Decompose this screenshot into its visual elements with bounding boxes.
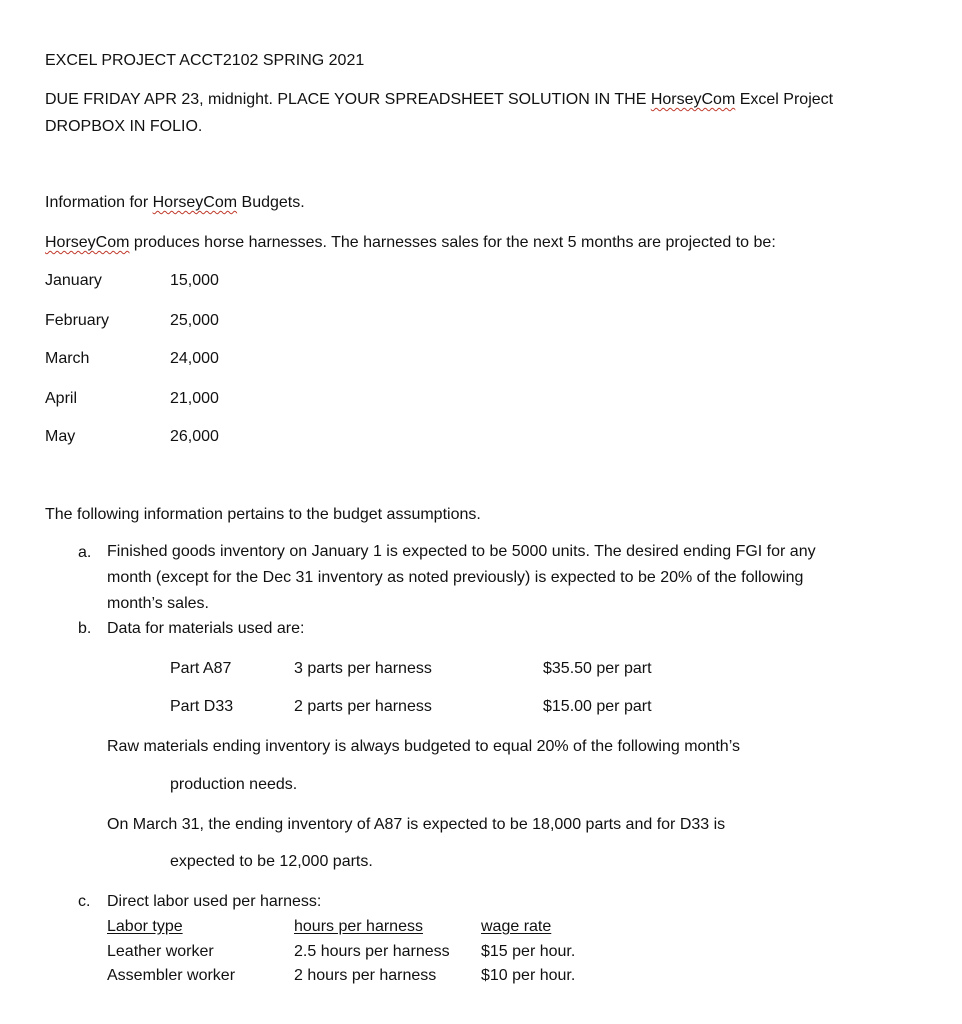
labor-rate: $10 per hour.: [481, 967, 576, 984]
company-name: HorseyCom: [152, 194, 238, 211]
material-qty: 3 parts per harness: [294, 660, 432, 677]
sales-units: 24,000: [170, 350, 219, 367]
company-name: HorseyCom: [650, 91, 736, 108]
sales-units: 25,000: [170, 312, 219, 329]
due-line-1: [45, 90, 833, 110]
document-title: EXCEL PROJECT ACCT2102 SPRING 2021: [45, 52, 365, 69]
labor-hours: 2.5 hours per harness: [294, 943, 450, 960]
march-inventory-line-2: expected to be 12,000 parts.: [170, 853, 373, 870]
raw-materials-line-2: production needs.: [170, 776, 298, 793]
material-qty: 2 parts per harness: [294, 698, 432, 715]
sales-units: 26,000: [170, 428, 219, 445]
sales-month: May: [45, 428, 76, 445]
labor-header-rate: wage rate: [481, 918, 552, 935]
raw-materials-line-1: Raw materials ending inventory is always budgeted to equal 20% of the following month’s: [107, 738, 740, 755]
list-marker-a: a.: [78, 544, 92, 561]
sales-intro-text: produces horse harnesses. The harnesses sales for the next 5 months are projected to be:: [129, 234, 776, 251]
due-text: DUE FRIDAY APR 23, midnight. PLACE YOUR SPREADSHEET SOLUTION IN THE: [45, 91, 651, 108]
due-text-end: Excel Project: [735, 91, 834, 108]
material-part: Part D33: [170, 698, 234, 715]
assumption-c-text: Direct labor used per harness:: [107, 893, 322, 910]
list-marker-c: c.: [78, 893, 91, 910]
sales-units: 21,000: [170, 390, 219, 407]
info-heading-post: Budgets.: [237, 194, 305, 211]
sales-units: 15,000: [170, 272, 219, 289]
labor-type: Assembler worker: [107, 967, 236, 984]
material-cost: $35.50 per part: [543, 660, 652, 677]
material-part: Part A87: [170, 660, 232, 677]
company-name: HorseyCom: [45, 234, 130, 251]
due-line-2: DROPBOX IN FOLIO.: [45, 118, 203, 135]
info-heading: [45, 193, 305, 213]
assumption-a-text: Finished goods inventory on January 1 is expected to be 5000 units. The desired ending FGI for any month (except for the Dec 31 inventory as noted previously) is expected to be 20% of the following month’s sales.: [107, 543, 816, 612]
material-cost: $15.00 per part: [543, 698, 652, 715]
assumptions-heading: The following information pertains to the budget assumptions.: [45, 506, 481, 523]
sales-month: April: [45, 390, 78, 407]
labor-header-hours: hours per harness: [294, 918, 423, 935]
sales-intro: [45, 233, 776, 253]
sales-month: February: [45, 312, 110, 329]
sales-month: January: [45, 272, 102, 289]
info-heading-pre: Information for: [45, 194, 153, 211]
labor-header-type: Labor type: [107, 918, 183, 935]
march-inventory-line-1: On March 31, the ending inventory of A87 is expected to be 18,000 parts and for D33 is: [107, 816, 726, 833]
assumption-b-text: Data for materials used are:: [107, 620, 305, 637]
labor-type: Leather worker: [107, 943, 214, 960]
sales-month: March: [45, 350, 90, 367]
labor-rate: $15 per hour.: [481, 943, 576, 960]
labor-hours: 2 hours per harness: [294, 967, 437, 984]
list-marker-b: b.: [78, 620, 92, 637]
